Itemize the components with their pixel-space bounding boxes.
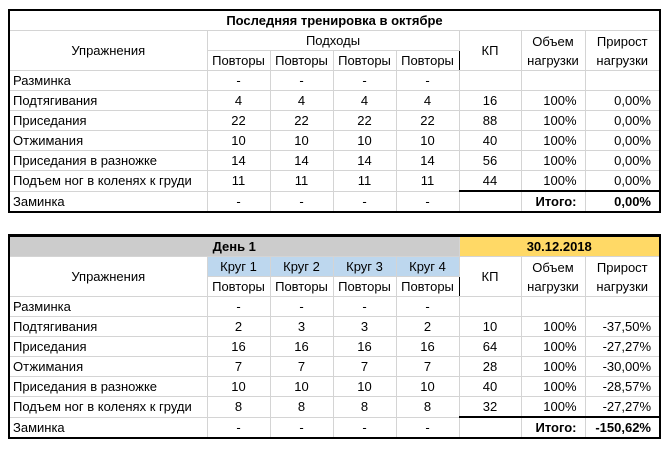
reps-cell[interactable]: - [207, 297, 270, 317]
volume-cell[interactable]: 100% [521, 131, 585, 151]
reps-cell[interactable]: - [333, 417, 396, 438]
reps-cell[interactable]: 8 [207, 397, 270, 418]
reps-cell[interactable]: 8 [333, 397, 396, 418]
growth-cell[interactable]: -37,50% [585, 317, 660, 337]
reps-cell[interactable]: - [270, 417, 333, 438]
total-label[interactable]: Итого: [521, 417, 585, 438]
table-row [9, 337, 660, 357]
growth-cell[interactable]: -27,27% [585, 337, 660, 357]
reps-cell[interactable]: - [333, 191, 396, 212]
reps-cell[interactable]: 8 [270, 397, 333, 418]
reps-cell[interactable]: 7 [396, 357, 459, 377]
header-sets[interactable]: Подходы [207, 31, 459, 51]
reps-cell[interactable]: 22 [270, 111, 333, 131]
kp-cell[interactable] [459, 71, 521, 91]
kp-cell[interactable]: 10 [459, 317, 521, 337]
reps-cell[interactable]: 14 [207, 151, 270, 171]
reps-cell[interactable]: 22 [207, 111, 270, 131]
reps-cell[interactable]: 14 [333, 151, 396, 171]
reps-cell[interactable]: 16 [207, 337, 270, 357]
header-circle-4[interactable]: Круг 4 [396, 257, 459, 277]
table-row [9, 397, 660, 418]
table-row [9, 131, 660, 151]
header-reps[interactable]: Повторы [333, 277, 396, 297]
table-row [9, 191, 660, 212]
reps-cell[interactable]: 10 [207, 377, 270, 397]
table-row [9, 71, 660, 91]
header-reps[interactable]: Повторы [207, 277, 270, 297]
header-exercises[interactable]: Упражнения [9, 257, 207, 297]
kp-cell[interactable]: 16 [459, 91, 521, 111]
header-kp[interactable]: КП [459, 31, 521, 71]
header-growth[interactable]: Прирост нагрузки [585, 257, 660, 297]
kp-cell[interactable] [459, 417, 521, 438]
exercise-name[interactable]: Приседания в разножке [9, 151, 207, 171]
reps-cell[interactable]: 10 [270, 377, 333, 397]
growth-cell[interactable]: 0,00% [585, 151, 660, 171]
table-day-1 [8, 234, 661, 439]
reps-cell[interactable]: 4 [396, 91, 459, 111]
growth-cell[interactable]: -30,00% [585, 357, 660, 377]
reps-cell[interactable]: - [396, 297, 459, 317]
kp-cell[interactable]: 40 [459, 131, 521, 151]
exercise-name[interactable]: Отжимания [9, 131, 207, 151]
kp-cell[interactable]: 28 [459, 357, 521, 377]
reps-cell[interactable]: 22 [396, 111, 459, 131]
reps-cell[interactable]: 10 [333, 131, 396, 151]
exercise-name[interactable]: Отжимания [9, 357, 207, 377]
volume-cell[interactable]: 100% [521, 357, 585, 377]
header-reps[interactable]: Повторы [333, 51, 396, 71]
reps-cell[interactable]: 10 [270, 131, 333, 151]
total-value[interactable]: 0,00% [585, 191, 660, 212]
reps-cell[interactable]: - [270, 71, 333, 91]
growth-cell[interactable]: 0,00% [585, 111, 660, 131]
exercise-name[interactable]: Приседания [9, 111, 207, 131]
header-reps[interactable]: Повторы [207, 51, 270, 71]
kp-cell[interactable] [459, 297, 521, 317]
reps-cell[interactable]: - [270, 191, 333, 212]
reps-cell[interactable]: 11 [333, 171, 396, 192]
reps-cell[interactable]: 8 [396, 397, 459, 418]
reps-cell[interactable]: - [396, 191, 459, 212]
header-kp[interactable]: КП [459, 257, 521, 297]
header-reps[interactable]: Повторы [270, 51, 333, 71]
day-title[interactable]: День 1 [9, 236, 459, 257]
table-row [9, 297, 660, 317]
table-row [9, 171, 660, 192]
reps-cell[interactable]: - [396, 417, 459, 438]
reps-cell[interactable]: 10 [207, 131, 270, 151]
reps-cell[interactable]: - [207, 191, 270, 212]
volume-cell[interactable]: 100% [521, 171, 585, 192]
exercise-name[interactable]: Подъем ног в коленях к груди [9, 171, 207, 192]
table-row [9, 111, 660, 131]
exercise-name[interactable]: Разминка [9, 71, 207, 91]
table-row [9, 151, 660, 171]
growth-cell[interactable]: 0,00% [585, 171, 660, 192]
growth-cell[interactable]: -28,57% [585, 377, 660, 397]
exercise-name[interactable]: Заминка [9, 191, 207, 212]
header-reps[interactable]: Повторы [270, 277, 333, 297]
header-circle-3[interactable]: Круг 3 [333, 257, 396, 277]
reps-cell[interactable]: 10 [396, 377, 459, 397]
header-circle-1[interactable]: Круг 1 [207, 257, 270, 277]
exercise-name[interactable]: Подтягивания [9, 91, 207, 111]
reps-cell[interactable]: 14 [270, 151, 333, 171]
table-row [9, 357, 660, 377]
growth-cell[interactable]: 0,00% [585, 131, 660, 151]
reps-cell[interactable]: 11 [396, 171, 459, 192]
reps-cell[interactable]: - [396, 71, 459, 91]
reps-cell[interactable]: 22 [333, 111, 396, 131]
reps-cell[interactable]: - [333, 297, 396, 317]
volume-cell[interactable] [521, 297, 585, 317]
exercise-name[interactable]: Подтягивания [9, 317, 207, 337]
reps-cell[interactable]: 10 [396, 131, 459, 151]
exercise-name[interactable]: Заминка [9, 417, 207, 438]
exercise-name[interactable]: Приседания [9, 337, 207, 357]
header-volume[interactable]: Объем нагрузки [521, 257, 585, 297]
reps-cell[interactable]: 16 [333, 337, 396, 357]
table-row [9, 377, 660, 397]
kp-cell[interactable]: 40 [459, 377, 521, 397]
volume-cell[interactable]: 100% [521, 317, 585, 337]
volume-cell[interactable]: 100% [521, 377, 585, 397]
header-volume[interactable]: Объем нагрузки [521, 31, 585, 71]
volume-cell[interactable]: 100% [521, 337, 585, 357]
header-exercises[interactable]: Упражнения [9, 31, 207, 71]
reps-cell[interactable]: 7 [270, 357, 333, 377]
reps-cell[interactable]: 14 [396, 151, 459, 171]
growth-cell[interactable] [585, 297, 660, 317]
reps-cell[interactable]: 7 [207, 357, 270, 377]
table-last-workout-october [8, 9, 661, 213]
reps-cell[interactable]: 11 [207, 171, 270, 192]
kp-cell[interactable]: 56 [459, 151, 521, 171]
header-reps[interactable]: Повторы [396, 277, 459, 297]
reps-cell[interactable]: 16 [270, 337, 333, 357]
header-growth[interactable]: Прирост нагрузки [585, 31, 660, 71]
reps-cell[interactable]: 3 [270, 317, 333, 337]
reps-cell[interactable]: 16 [396, 337, 459, 357]
day-date[interactable]: 30.12.2018 [459, 236, 660, 257]
reps-cell[interactable]: 11 [270, 171, 333, 192]
total-value[interactable]: -150,62% [585, 417, 660, 438]
reps-cell[interactable]: 2 [396, 317, 459, 337]
reps-cell[interactable]: - [333, 71, 396, 91]
reps-cell[interactable]: 7 [333, 357, 396, 377]
reps-cell[interactable]: 2 [207, 317, 270, 337]
kp-cell[interactable]: 32 [459, 397, 521, 418]
header-circle-2[interactable]: Круг 2 [270, 257, 333, 277]
volume-cell[interactable]: 100% [521, 151, 585, 171]
kp-cell[interactable]: 88 [459, 111, 521, 131]
reps-cell[interactable]: 10 [333, 377, 396, 397]
table-row [9, 417, 660, 438]
table-row [9, 91, 660, 111]
table-title[interactable]: Последняя тренировка в октябре [9, 10, 660, 31]
growth-cell[interactable]: 0,00% [585, 91, 660, 111]
exercise-name[interactable]: Подъем ног в коленях к груди [9, 397, 207, 418]
table-row [9, 317, 660, 337]
reps-cell[interactable]: 3 [333, 317, 396, 337]
volume-cell[interactable] [521, 71, 585, 91]
volume-cell[interactable]: 100% [521, 397, 585, 418]
growth-cell[interactable]: -27,27% [585, 397, 660, 418]
kp-cell[interactable] [459, 191, 521, 212]
exercise-name[interactable]: Разминка [9, 297, 207, 317]
reps-cell[interactable]: - [270, 297, 333, 317]
reps-cell[interactable]: 4 [270, 91, 333, 111]
header-reps[interactable]: Повторы [396, 51, 459, 71]
total-label[interactable]: Итого: [521, 191, 585, 212]
kp-cell[interactable]: 64 [459, 337, 521, 357]
volume-cell[interactable]: 100% [521, 91, 585, 111]
reps-cell[interactable]: - [207, 71, 270, 91]
reps-cell[interactable]: - [207, 417, 270, 438]
table1-body [9, 71, 660, 213]
reps-cell[interactable]: 4 [207, 91, 270, 111]
growth-cell[interactable] [585, 71, 660, 91]
kp-cell[interactable]: 44 [459, 171, 521, 192]
table2-body [9, 297, 660, 439]
exercise-name[interactable]: Приседания в разножке [9, 377, 207, 397]
reps-cell[interactable]: 4 [333, 91, 396, 111]
volume-cell[interactable]: 100% [521, 111, 585, 131]
